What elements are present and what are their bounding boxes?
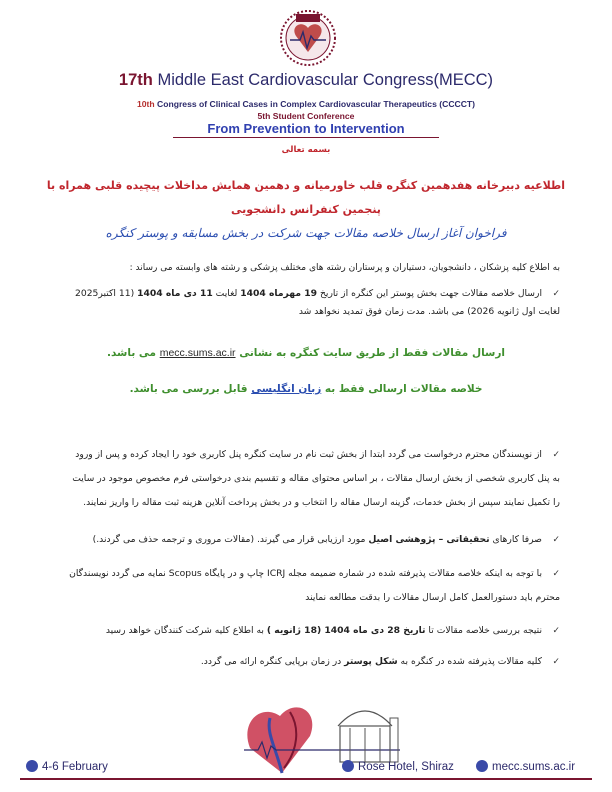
check-icon: ✓ bbox=[552, 569, 560, 579]
intro-text: به اطلاع کلیه پزشکان ، دانشجویان، دستیاران و پرستاران رشته های مختلف پزشکی و رشته های وابسته می رساند : bbox=[129, 263, 560, 273]
check-icon: ✓ bbox=[552, 626, 560, 636]
list-item: ✓کلیه مقالات پذیرفته شده در کنگره به شکل پوستر در زمان برپایی کنگره ارائه می گردد. bbox=[40, 650, 560, 674]
student-conference: 5th Student Conference bbox=[257, 111, 355, 121]
footer-venue: Rose Hotel, Shiraz bbox=[342, 760, 454, 773]
list-item: ✓صرفا کارهای تحقیقاتی – پژوهشی اصیل مورد ارزیابی قرار می گیرند. (مقالات مروری و ترجمه حذف می گردند.) bbox=[40, 528, 560, 552]
list-item: ✓نتیجه بررسی خلاصه مقالات تا تاریخ 28 دی ماه 1404 (18 ژانویه ) به اطلاع کلیه شرکت کنندگان خواهد رسید bbox=[40, 619, 560, 643]
submission-notice: ارسال مقالات فقط از طریق سایت کنگره به نشانی mecc.sums.ac.ir می باشد. bbox=[107, 347, 505, 359]
language-notice: خلاصه مقالات ارسالی فقط به زبان انگلیسی قابل بررسی می باشد. bbox=[129, 383, 483, 395]
basmala: بسمه تعالی bbox=[281, 145, 331, 155]
congress-title bbox=[0, 71, 612, 90]
footer-website[interactable]: mecc.sums.ac.ir bbox=[476, 760, 575, 773]
list-item: ✓با توجه به اینکه خلاصه مقالات پذیرفته شده در شماره ضمیمه مجله ICRJ چاپ و در پایگاه Scopus نمایه می گردد نویسندگان محترم باید دستورالعمل کامل ارسال مقالات را بدقت مطالعه نمایند bbox=[40, 562, 560, 610]
footer-divider bbox=[20, 778, 592, 780]
check-icon: ✓ bbox=[552, 289, 560, 299]
subtitle-number: 10th bbox=[136, 99, 155, 109]
congress-title-text: Middle East Cardiovascular Congress(MECC) bbox=[152, 71, 494, 89]
announcement-heading: اطلاعیه دبیرخانه هفدهمین کنگره قلب خاورمیانه و دهمین همایش مداخلات پیچیده قلبی همراه با پنجمین کنفرانس دانشجویی bbox=[46, 179, 566, 216]
english-language-link[interactable]: زبان انگلیسی bbox=[251, 383, 322, 395]
check-icon: ✓ bbox=[552, 535, 560, 545]
congress-title-number: 17th bbox=[118, 71, 153, 89]
location-pin-icon bbox=[342, 760, 354, 772]
list-item: ✓از نویسندگان محترم درخواست می گردد ابتدا از بخش ثبت نام در سایت کنگره پنل کاربری خود را ایجاد کرده و پس از ورود به پنل کاربری شخصی از بخش ارسال مقالات ، بر اساس محتوای مقاله و تقسیم بندی درخواستی فرم مخصوص موجود در سایت را تکمیل نمایند سپس از بخش خدمات، گزینه ارسال مقاله را انتخاب و در بخش پرداخت آنلاین هزینه ثبت مقاله را واریز نمایند. bbox=[40, 443, 560, 515]
check-icon: ✓ bbox=[552, 450, 560, 460]
list-item: ✓ارسال خلاصه مقالات جهت بخش پوستر این کنگره از تاریخ 19 مهرماه 1404 لغایت 11 دی ماه 1404 (11 اکتبر2025 لغایت اول ژانویه 2026) می باشد. مدت زمان فوق تمدید نخواهد شد bbox=[40, 283, 560, 319]
congress-logo bbox=[276, 6, 340, 68]
check-icon: ✓ bbox=[552, 657, 560, 667]
slogan-underline bbox=[173, 137, 439, 138]
website-link[interactable]: mecc.sums.ac.ir bbox=[159, 347, 236, 359]
list-item-continued: لغایت اول ژانویه 2026) می باشد. مدت زمان فوق تمدید نخواهد شد bbox=[298, 306, 560, 317]
globe-icon bbox=[476, 760, 488, 772]
footer-dates: 4-6 February bbox=[26, 760, 108, 773]
call-for-papers-heading: فراخوان آغاز ارسال خلاصه مقالات جهت شرکت در بخش مسابقه و پوستر کنگره bbox=[105, 226, 507, 240]
subtitle-text: Congress of Clinical Cases in Complex Cardiovascular Therapeutics (CCCCT) bbox=[154, 99, 476, 109]
slogan: From Prevention to Intervention bbox=[207, 121, 405, 136]
congress-subtitle bbox=[0, 99, 612, 109]
calendar-icon bbox=[26, 760, 38, 772]
